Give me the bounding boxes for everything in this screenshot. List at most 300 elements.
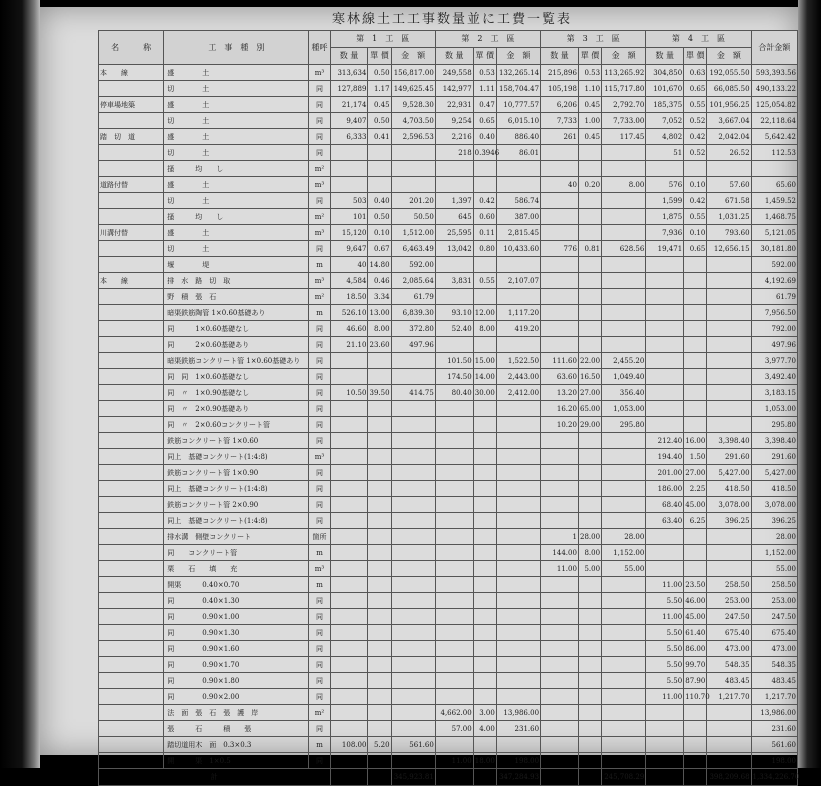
subheader-cell: 金 額 <box>707 48 751 65</box>
row-quantity: 10.20 <box>541 417 579 433</box>
row-unit: m³ <box>309 273 330 289</box>
row-amount: 192,055.50 <box>707 65 751 81</box>
table-row <box>99 401 798 417</box>
table-row <box>99 625 798 641</box>
row-unit-price: 0.40 <box>473 129 496 145</box>
row-quantity <box>330 177 368 193</box>
row-quantity <box>435 337 473 353</box>
row-unit-price: 13.00 <box>368 305 391 321</box>
row-quantity: 4,662.00 <box>435 705 473 721</box>
row-unit: m² <box>309 209 330 225</box>
row-quantity: 4,584 <box>330 273 368 289</box>
row-unit-price: 0.81 <box>578 241 601 257</box>
table-row <box>99 177 798 193</box>
row-amount <box>496 625 540 641</box>
row-type: 同 0.90×1.00 <box>164 609 309 625</box>
row-total: 675.40 <box>751 625 797 641</box>
row-amount: 28.00 <box>602 529 646 545</box>
row-quantity <box>541 449 579 465</box>
row-quantity <box>330 449 368 465</box>
row-name <box>99 113 164 129</box>
row-amount <box>391 529 435 545</box>
row-type: 同 コンクリート管 <box>164 545 309 561</box>
row-unit-price <box>684 321 707 337</box>
header-total: 合計金額 <box>751 31 797 65</box>
row-unit-price <box>578 161 601 177</box>
row-unit: 同 <box>309 369 330 385</box>
row-amount <box>707 705 751 721</box>
row-amount <box>707 289 751 305</box>
row-quantity <box>330 609 368 625</box>
row-unit-price <box>368 641 391 657</box>
row-amount: 101,956.25 <box>707 97 751 113</box>
row-name <box>99 289 164 305</box>
row-unit-price <box>368 481 391 497</box>
row-unit-price <box>684 417 707 433</box>
row-quantity: 46.60 <box>330 321 368 337</box>
row-quantity <box>330 529 368 545</box>
cost-table-wrap <box>98 30 800 781</box>
row-unit-price <box>578 209 601 225</box>
row-amount <box>602 641 646 657</box>
row-quantity: 7,052 <box>646 113 684 129</box>
row-amount: 372.80 <box>391 321 435 337</box>
row-unit-price <box>368 721 391 737</box>
row-unit-price: 0.10 <box>684 177 707 193</box>
row-unit-price <box>473 433 496 449</box>
row-quantity: 21,174 <box>330 97 368 113</box>
row-quantity: 7,733 <box>541 113 579 129</box>
row-quantity: 212.40 <box>646 433 684 449</box>
row-quantity: 1,875 <box>646 209 684 225</box>
row-unit: 同 <box>309 113 330 129</box>
row-unit-price <box>578 737 601 753</box>
row-name <box>99 673 164 689</box>
row-quantity <box>646 369 684 385</box>
table-row <box>99 289 798 305</box>
row-total: 112.53 <box>751 145 797 161</box>
row-quantity <box>541 609 579 625</box>
row-unit-price <box>473 417 496 433</box>
row-amount <box>707 273 751 289</box>
row-unit-price: 14.00 <box>473 369 496 385</box>
row-amount: 117.45 <box>602 129 646 145</box>
row-quantity <box>646 385 684 401</box>
row-amount <box>707 337 751 353</box>
row-unit-price: 0.45 <box>578 129 601 145</box>
row-unit-price: 28.00 <box>578 529 601 545</box>
row-quantity <box>541 577 579 593</box>
row-total: 561.60 <box>751 737 797 753</box>
row-amount: 497.96 <box>391 337 435 353</box>
row-amount: 3,667.04 <box>707 113 751 129</box>
header-section-2: 第 2 工 區 <box>435 31 540 48</box>
row-type: 搔 均 し <box>164 209 309 225</box>
row-name <box>99 625 164 641</box>
row-unit-price: 1.11 <box>473 81 496 97</box>
row-type: 同 0.90×2.00 <box>164 689 309 705</box>
row-amount <box>496 609 540 625</box>
row-total: 418.50 <box>751 481 797 497</box>
row-unit-price <box>578 481 601 497</box>
row-unit: 同 <box>309 193 330 209</box>
row-unit-price: 2.25 <box>684 481 707 497</box>
row-unit-price <box>368 577 391 593</box>
row-unit-price: 0.55 <box>684 209 707 225</box>
row-quantity <box>330 161 368 177</box>
total-cell <box>578 769 601 786</box>
row-type: 同 〃 2×0.60コンクリート管 <box>164 417 309 433</box>
row-amount: 2,443.00 <box>496 369 540 385</box>
row-name <box>99 657 164 673</box>
row-unit: m² <box>309 289 330 305</box>
row-quantity: 101,670 <box>646 81 684 97</box>
row-name <box>99 593 164 609</box>
table-row <box>99 465 798 481</box>
row-name <box>99 145 164 161</box>
subheader-cell: 金 額 <box>602 48 646 65</box>
row-amount: 55.00 <box>602 561 646 577</box>
row-name <box>99 721 164 737</box>
row-quantity: 2,216 <box>435 129 473 145</box>
row-total: 1,217.70 <box>751 689 797 705</box>
row-name <box>99 193 164 209</box>
table-row <box>99 305 798 321</box>
row-type: 同 0.90×1.80 <box>164 673 309 689</box>
row-quantity <box>646 273 684 289</box>
row-unit-price: 0.42 <box>473 193 496 209</box>
row-amount: 5,427.00 <box>707 465 751 481</box>
row-total: 125,054.82 <box>751 97 797 113</box>
row-amount <box>707 321 751 337</box>
row-amount <box>602 625 646 641</box>
row-quantity <box>541 337 579 353</box>
row-quantity: 25,595 <box>435 225 473 241</box>
table-row <box>99 529 798 545</box>
row-total: 1,152.00 <box>751 545 797 561</box>
row-amount <box>391 481 435 497</box>
row-unit-price: 18.00 <box>473 753 496 769</box>
row-quantity <box>541 289 579 305</box>
row-unit: 同 <box>309 465 330 481</box>
row-type: 排水溝 側壁コンクリート <box>164 529 309 545</box>
row-unit-price <box>368 465 391 481</box>
row-amount <box>602 465 646 481</box>
row-total: 3,183.15 <box>751 385 797 401</box>
row-quantity: 21.10 <box>330 337 368 353</box>
row-unit: m² <box>309 161 330 177</box>
row-quantity <box>330 657 368 673</box>
row-unit-price: 8.00 <box>578 545 601 561</box>
row-amount <box>496 417 540 433</box>
row-quantity: 5.50 <box>646 593 684 609</box>
row-amount <box>391 689 435 705</box>
row-quantity <box>435 161 473 177</box>
row-quantity: 111.60 <box>541 353 579 369</box>
row-unit-price <box>368 417 391 433</box>
row-amount <box>496 577 540 593</box>
row-quantity <box>435 673 473 689</box>
row-type: 搔 均 し <box>164 161 309 177</box>
row-quantity: 186.00 <box>646 481 684 497</box>
row-amount <box>707 385 751 401</box>
table-row <box>99 113 798 129</box>
row-name: 道路付替 <box>99 177 164 193</box>
row-unit-price <box>473 513 496 529</box>
row-unit-price <box>578 577 601 593</box>
row-quantity: 9,407 <box>330 113 368 129</box>
row-unit-price: 0.55 <box>473 273 496 289</box>
row-unit-price: 0.3946 <box>473 145 496 161</box>
row-amount <box>496 689 540 705</box>
row-amount: 149,625.45 <box>391 81 435 97</box>
row-amount <box>707 369 751 385</box>
row-amount: 10,777.57 <box>496 97 540 113</box>
row-unit-price: 45.00 <box>684 609 707 625</box>
subheader-cell: 單 價 <box>684 48 707 65</box>
row-quantity <box>541 513 579 529</box>
total-cell: 345,923.81 <box>391 769 435 786</box>
row-unit-price <box>578 193 601 209</box>
row-quantity <box>435 737 473 753</box>
row-unit-price <box>684 385 707 401</box>
row-type: 盛 土 <box>164 97 309 113</box>
row-unit: m³ <box>309 65 330 81</box>
row-unit-price <box>473 561 496 577</box>
row-amount: 247.50 <box>707 609 751 625</box>
row-amount <box>391 593 435 609</box>
row-type: 切 土 <box>164 145 309 161</box>
grand-total: 1,334,226.70 <box>751 769 797 786</box>
row-total: 22,118.64 <box>751 113 797 129</box>
row-unit-price <box>578 225 601 241</box>
row-unit-price: 0.11 <box>473 225 496 241</box>
subheader-cell: 数 量 <box>435 48 473 65</box>
row-quantity: 63.40 <box>646 513 684 529</box>
row-quantity <box>330 465 368 481</box>
row-amount: 418.50 <box>707 481 751 497</box>
row-name <box>99 609 164 625</box>
row-quantity <box>435 465 473 481</box>
row-unit-price <box>368 353 391 369</box>
row-quantity: 22,931 <box>435 97 473 113</box>
row-unit-price <box>578 753 601 769</box>
row-total: 61.79 <box>751 289 797 305</box>
row-amount: 4,703.50 <box>391 113 435 129</box>
row-amount <box>707 305 751 321</box>
row-amount <box>602 577 646 593</box>
row-total: 548.35 <box>751 657 797 673</box>
row-total: 3,492.40 <box>751 369 797 385</box>
row-amount <box>391 401 435 417</box>
row-quantity: 218 <box>435 145 473 161</box>
row-unit-price <box>578 433 601 449</box>
row-amount: 1,152.00 <box>602 545 646 561</box>
row-unit-price <box>473 577 496 593</box>
row-amount <box>391 177 435 193</box>
table-row <box>99 705 798 721</box>
table-row <box>99 593 798 609</box>
table-row <box>99 721 798 737</box>
row-unit-price <box>578 641 601 657</box>
row-quantity <box>541 145 579 161</box>
row-amount <box>496 641 540 657</box>
table-row <box>99 545 798 561</box>
row-unit-price <box>578 705 601 721</box>
row-amount: 675.40 <box>707 625 751 641</box>
row-type: 張 石 積 張 <box>164 721 309 737</box>
row-quantity <box>330 625 368 641</box>
header-section-4: 第 4 工 區 <box>646 31 751 48</box>
row-quantity <box>435 449 473 465</box>
row-unit-price: 16.00 <box>684 433 707 449</box>
row-name <box>99 753 164 769</box>
row-amount <box>707 257 751 273</box>
header-section-1: 第 1 工 區 <box>330 31 435 48</box>
row-unit: 同 <box>309 401 330 417</box>
row-total: 30,181.80 <box>751 241 797 257</box>
row-amount <box>391 641 435 657</box>
row-unit-price <box>368 529 391 545</box>
row-unit-price: 0.67 <box>368 241 391 257</box>
table-row <box>99 129 798 145</box>
row-unit-price <box>473 657 496 673</box>
row-unit-price <box>473 625 496 641</box>
row-quantity: 13.20 <box>541 385 579 401</box>
row-quantity: 5.50 <box>646 657 684 673</box>
row-amount: 419.20 <box>496 321 540 337</box>
row-quantity <box>435 545 473 561</box>
row-name <box>99 465 164 481</box>
total-cell <box>435 769 473 786</box>
row-quantity: 194.40 <box>646 449 684 465</box>
row-unit-price: 46.00 <box>684 593 707 609</box>
table-row <box>99 353 798 369</box>
row-unit-price: 0.45 <box>578 97 601 113</box>
row-unit-price <box>368 689 391 705</box>
row-unit-price: 1.50 <box>684 449 707 465</box>
row-unit: 箇所 <box>309 529 330 545</box>
row-type: 同上 基礎コンクリート(1:4:8) <box>164 449 309 465</box>
table-row <box>99 577 798 593</box>
row-unit: 同 <box>309 625 330 641</box>
row-quantity <box>646 401 684 417</box>
row-unit-price <box>578 593 601 609</box>
row-quantity <box>330 497 368 513</box>
row-quantity <box>435 481 473 497</box>
row-amount <box>391 545 435 561</box>
row-unit-price <box>578 721 601 737</box>
row-amount <box>391 417 435 433</box>
row-quantity <box>330 369 368 385</box>
row-type: 法 面 張 石 張 護 岸 <box>164 705 309 721</box>
row-unit-price <box>368 161 391 177</box>
row-quantity <box>435 177 473 193</box>
table-row <box>99 673 798 689</box>
row-quantity: 101 <box>330 209 368 225</box>
row-amount <box>391 705 435 721</box>
row-amount <box>496 257 540 273</box>
page-title: 寒林線土工工事数量並に工費一覧表 <box>331 12 572 27</box>
row-amount <box>602 337 646 353</box>
row-amount <box>391 561 435 577</box>
row-type: 野 積 張 石 <box>164 289 309 305</box>
row-amount <box>602 673 646 689</box>
row-type: 同上 基礎コンクリート(1:4:8) <box>164 513 309 529</box>
row-quantity: 215,896 <box>541 65 579 81</box>
row-type: 栗 石 填 充 <box>164 561 309 577</box>
row-quantity <box>541 721 579 737</box>
row-unit-price <box>578 513 601 529</box>
row-name <box>99 545 164 561</box>
row-unit-price <box>684 305 707 321</box>
row-quantity <box>646 721 684 737</box>
table-row <box>99 481 798 497</box>
row-unit-price: 27.00 <box>578 385 601 401</box>
row-quantity <box>435 513 473 529</box>
row-unit-price: 61.40 <box>684 625 707 641</box>
row-quantity <box>646 353 684 369</box>
row-unit-price: 0.60 <box>473 209 496 225</box>
row-unit-price: 1.10 <box>578 81 601 97</box>
row-quantity <box>435 689 473 705</box>
row-unit: m <box>309 577 330 593</box>
row-unit: 同 <box>309 609 330 625</box>
row-unit: 同 <box>309 673 330 689</box>
row-amount: 671.58 <box>707 193 751 209</box>
row-quantity: 6,206 <box>541 97 579 113</box>
row-quantity <box>541 225 579 241</box>
row-amount: 26.52 <box>707 145 751 161</box>
row-unit-price <box>473 641 496 657</box>
row-quantity <box>541 257 579 273</box>
row-unit-price: 0.42 <box>684 193 707 209</box>
row-amount: 115,717.80 <box>602 81 646 97</box>
row-unit-price <box>473 545 496 561</box>
row-unit-price <box>684 529 707 545</box>
total-cell <box>330 769 368 786</box>
row-quantity <box>541 689 579 705</box>
row-amount <box>602 289 646 305</box>
row-amount: 8.00 <box>602 177 646 193</box>
row-type: 鉄筋コンクリート管 1×0.90 <box>164 465 309 481</box>
row-quantity <box>435 641 473 657</box>
row-amount: 253.00 <box>707 593 751 609</box>
row-total: 3,398.40 <box>751 433 797 449</box>
row-quantity <box>646 337 684 353</box>
row-name <box>99 433 164 449</box>
row-unit-price <box>578 609 601 625</box>
row-unit-price: 1.00 <box>578 113 601 129</box>
row-unit: m² <box>309 705 330 721</box>
row-unit-price <box>473 673 496 689</box>
row-quantity <box>541 209 579 225</box>
row-quantity <box>330 513 368 529</box>
row-amount: 6,463.49 <box>391 241 435 257</box>
row-unit: 同 <box>309 689 330 705</box>
row-total: 13,986.00 <box>751 705 797 721</box>
row-total: 247.50 <box>751 609 797 625</box>
row-quantity: 144.00 <box>541 545 579 561</box>
row-quantity <box>541 705 579 721</box>
row-amount: 2,792.70 <box>602 97 646 113</box>
row-amount <box>391 449 435 465</box>
table-row <box>99 369 798 385</box>
row-unit-price: 0.10 <box>368 225 391 241</box>
table-row <box>99 257 798 273</box>
row-amount <box>707 561 751 577</box>
row-amount <box>602 657 646 673</box>
